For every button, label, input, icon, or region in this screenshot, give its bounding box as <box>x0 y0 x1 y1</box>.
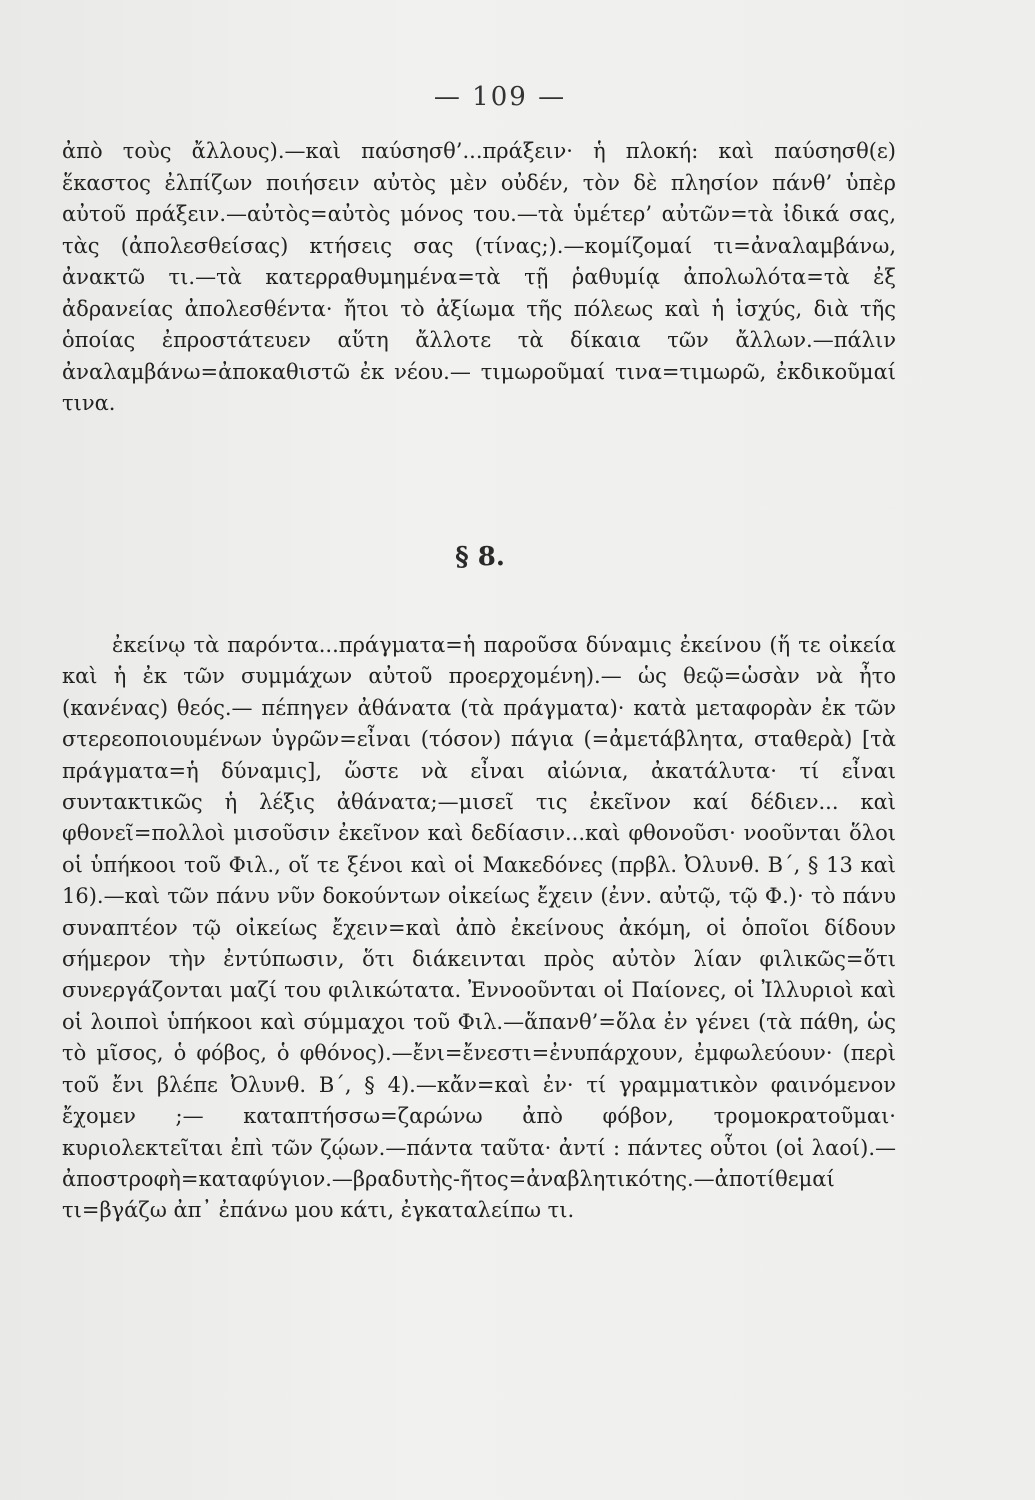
section-heading: § 8. <box>455 542 505 572</box>
commentary-block-2 <box>62 630 896 1227</box>
paragraph-2: ἐκείνῳ τὰ παρόντα...πράγματα=ἡ παροῦσα δύναμις ἐκείνου (ἥ τε οἰκεία καὶ ἡ ἐκ τῶν συμμάχων αὐτοῦ προερχομένη).— ὡς θεῷ=ὡσὰν νὰ ἦτο (κανένας) θεός.— πέπηγεν ἀθάνατα (τὰ πράγματα)· κατὰ μεταφορὰν ἐκ τῶν στερεοποιουμένων ὑγρῶν=εἶναι (τόσον) πάγια (=ἀμετάβλητα, σταθερὰ) [τὰ πράγματα=ἡ δύναμις], ὥστε νὰ εἶναι αἰώνια, ἀκατάλυτα· τί εἶναι συντακτικῶς ἡ λέξις ἀθάνατα;—μισεῖ τις ἐκεῖνον καί δέδιεν... καὶ φθονεῖ=πολλοὶ μισοῦσιν ἐκεῖνον καὶ δεδίασιν...καὶ φθονοῦσι· νοοῦνται ὅλοι οἱ ὑπήκοοι τοῦ Φιλ., οἵ τε ξένοι καὶ οἱ Μακεδόνες (πρβλ. Ὀλυνθ. Β΄, § 13 καὶ 16).—καὶ τῶν πάνυ νῦν δοκούντων οἰκείως ἔχειν (ἐνν. αὐτῷ, τῷ Φ.)· τὸ πάνυ συναπτέον τῷ οἰκείως ἔχειν=καὶ ἀπὸ ἐκείνους ἀκόμη, οἱ ὁποῖοι δίδουν σήμερον τὴν ἐντύπωσιν, ὅτι διάκεινται πρὸς αὐτὸν λίαν φιλικῶς=ὅτι συνεργάζονται μαζί του φιλικώτατα. Ἐννοοῦνται οἱ Παίονες, οἱ Ἰλλυριοὶ καὶ οἱ λοιποὶ ὑπήκοοι καὶ σύμμαχοι τοῦ Φιλ.—ἅπανθ’=ὅλα ἐν γένει (τὰ πάθη, ὡς τὸ μῖσος, ὁ φόβος, ὁ φθόνος).—ἔνι=ἔνεστι=ἐνυπάρχουν, ἐμφωλεύουν· (περὶ τοῦ ἔνι βλέπε Ὀλυνθ. Β΄, § 4).—κἄν=καὶ ἐν· τί γραμματικὸν φαινόμενον ἔχομεν ;— καταπτήσσω=ζαρώνω ἀπὸ φόβον, τρομοκρατοῦμαι· κυριολεκτεῖται ἐπὶ τῶν ζῴων.—πάντα ταῦτα· ἀντί : πάντες οὗτοι (οἱ λαοί).—ἀποστροφὴ=καταφύγιον.—βραδυτὴς-ῆτος=ἀναβλητικότης.—ἀποτίθεμαί τι=βγάζω ἀπ᾽ ἐπάνω μου κάτι, ἐγκαταλείπω τι. <box>62 633 896 1223</box>
paragraph-1: ἀπὸ τοὺς ἄλλους).—καὶ παύσησθ’...πράξειν· ἡ πλοκή: καὶ παύσησθ(ε) ἕκαστος ἐλπίζων ποιήσειν αὐτὸς μὲν οὐδέν, τὸν δὲ πλησίον πάνθ’ ὑπὲρ αὐτοῦ πράξειν.—αὐτὸς=αὐτὸς μόνος του.—τὰ ὑμέτερ’ αὐτῶν=τὰ ἰδικά σας, τὰς (ἀπολεσθείσας) κτήσεις σας (τίνας;).—κομίζομαί τι=ἀναλαμβάνω, ἀνακτῶ τι.—τὰ κατερραθυμημένα=τὰ τῇ ῥαθυμίᾳ ἀπολωλότα=τὰ ἐξ ἀδρανείας ἀπολεσθέντα· ἤτοι τὸ ἀξίωμα τῆς πόλεως καὶ ἡ ἰσχύς, διὰ τῆς ὁποίας ἐπροστάτευεν αὕτη ἄλλοτε τὰ δίκαια τῶν ἄλλων.—πάλιν ἀναλαμβάνω=ἀποκαθιστῶ ἐκ νέου.— τιμωροῦμαί τινα=τιμωρῶ, ἐκδικοῦμαί τινα. <box>62 139 896 415</box>
commentary-block-1 <box>62 136 896 420</box>
page-number: — 109 — <box>433 82 567 112</box>
